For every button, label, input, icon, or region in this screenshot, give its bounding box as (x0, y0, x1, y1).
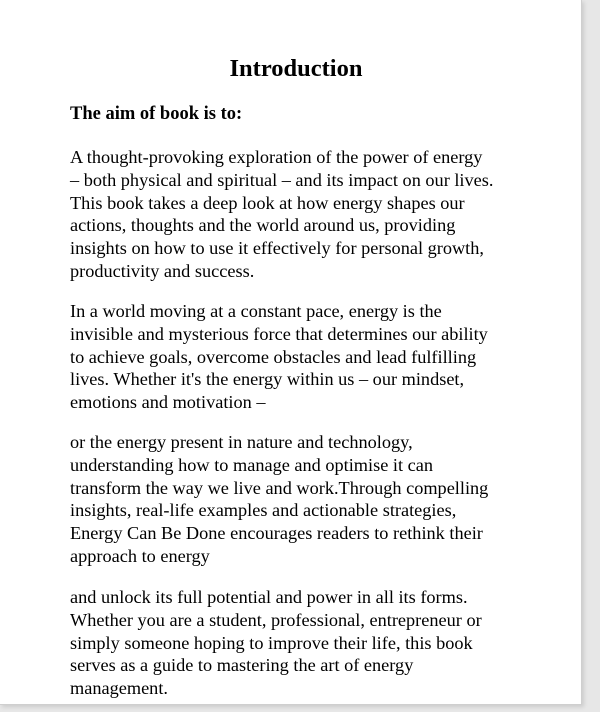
paragraph-2 (70, 300, 488, 414)
paragraph-line: Energy Can Be Done encourages readers to rethink their (70, 523, 483, 544)
section-subtitle: The aim of book is to: (70, 104, 243, 124)
paragraph-line: – both physical and spiritual – and its impact on our lives. (70, 169, 494, 190)
paragraph-line: approach to energy (70, 545, 210, 566)
paragraph-4 (70, 586, 482, 700)
paragraph-line: simply someone hoping to improve their life, this book (70, 632, 473, 653)
paragraph-1 (70, 146, 493, 283)
paragraph-line: insights, real-life examples and actionable strategies, (70, 500, 457, 521)
paragraph-line: transform the way we live and work.Through compelling (70, 477, 489, 498)
paragraph-line: emotions and motivation – (70, 392, 266, 413)
paragraph-3 (70, 431, 488, 568)
paragraph-line: Whether you are a student, professional, entrepreneur or (70, 609, 482, 630)
paragraph-line: In a world moving at a constant pace, energy is the (70, 301, 442, 321)
paragraph-line: A thought-provoking exploration of the power of energy (70, 147, 483, 167)
paragraph-line: management. (70, 678, 168, 699)
paragraph-line: invisible and mysterious force that determines our ability (70, 323, 488, 344)
paragraph-line: insights on how to use it effectively for personal growth, (70, 238, 484, 259)
paragraph-line: productivity and success. (70, 260, 255, 281)
paragraph-line: or the energy present in nature and technology, (70, 432, 413, 452)
paragraph-line: This book takes a deep look at how energy shapes our (70, 192, 465, 213)
paragraph-line: and unlock its full potential and power in all its forms. (70, 587, 468, 607)
paragraph-line: serves as a guide to mastering the art of energy (70, 655, 414, 676)
paragraph-line: lives. Whether it's the energy within us – our mindset, (70, 369, 465, 390)
paragraph-line: understanding how to manage and optimise it can (70, 454, 434, 475)
paragraph-line: actions, thoughts and the world around us, providing (70, 215, 456, 236)
paragraph-line: to achieve goals, overcome obstacles and lead fulfilling (70, 346, 477, 367)
page-title: Introduction (229, 55, 363, 82)
